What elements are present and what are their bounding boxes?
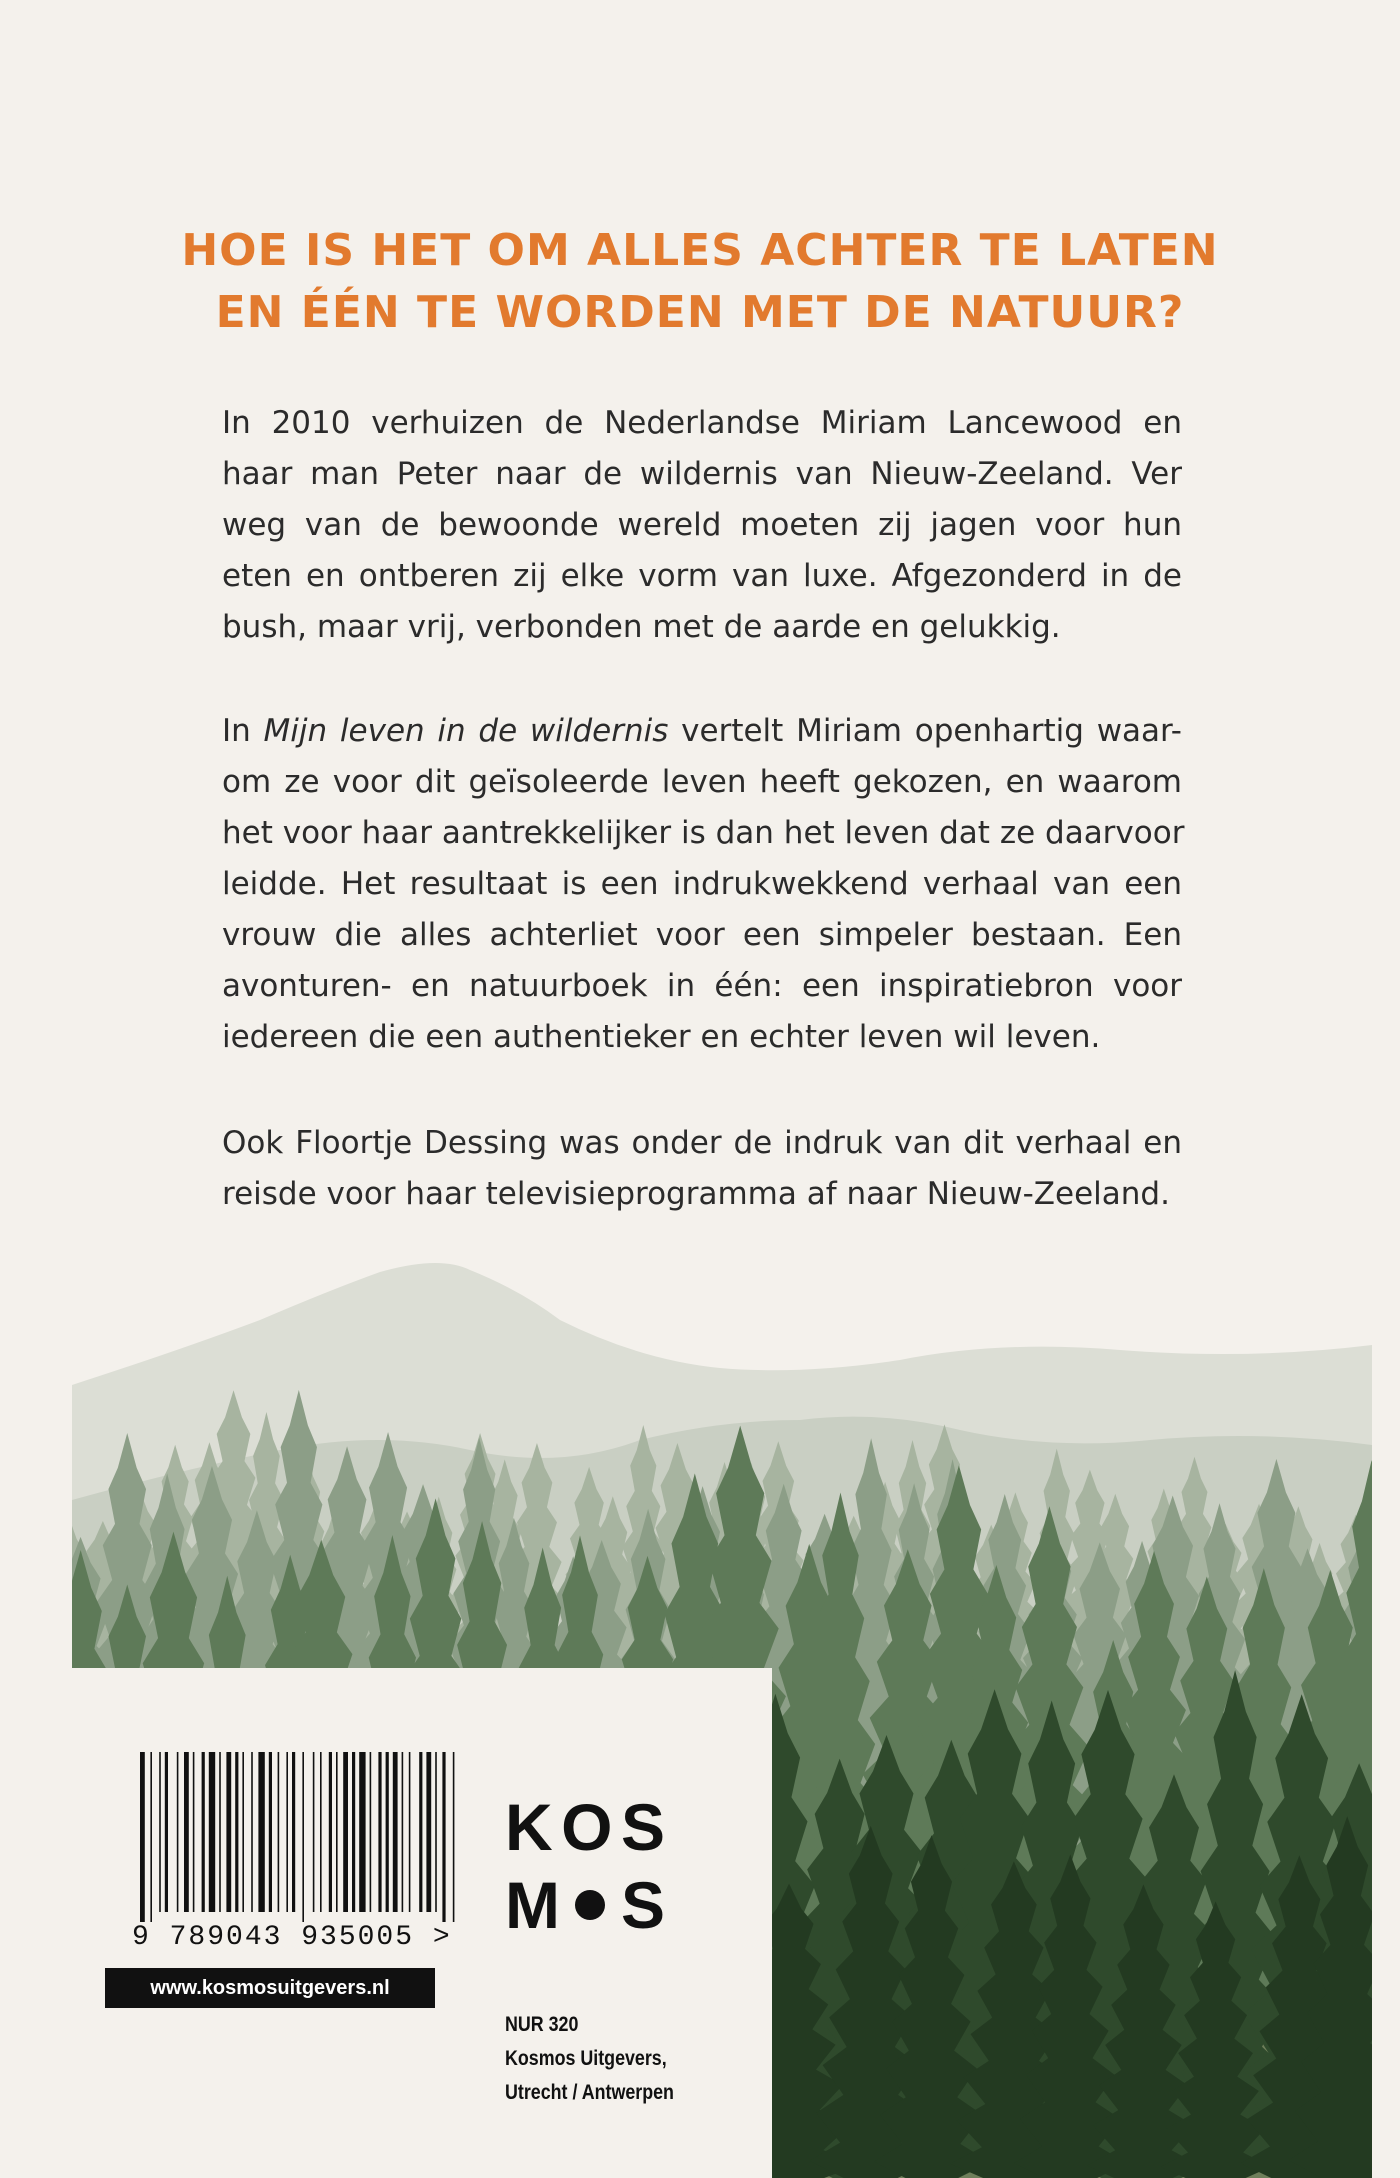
logo-dot-icon	[575, 1890, 605, 1920]
paragraph-line: avonturen- en natuurboek in één: een inspiratiebron voor	[222, 968, 1182, 1004]
logo-letter: M	[505, 1868, 560, 1942]
barcode-bar	[453, 1752, 455, 1922]
barcode-icon	[132, 1752, 497, 1922]
barcode-bar	[442, 1752, 445, 1922]
barcode-bar	[219, 1752, 221, 1912]
barcode-bar	[251, 1752, 253, 1912]
barcode-bar	[435, 1752, 437, 1912]
paragraph-line: In 2010 verhuizen de Nederlandse Miriam Lancewood en	[222, 405, 1182, 441]
barcode-bar	[386, 1752, 389, 1912]
paragraph-text: In	[222, 713, 264, 749]
publisher-name: Kosmos Uitgevers,	[505, 2047, 667, 2070]
paragraph-line: iedereen die een authentieker en echter leven wil leven.	[222, 1019, 1101, 1055]
barcode-bar	[159, 1752, 161, 1912]
logo-letter: K	[505, 1790, 553, 1864]
paragraph-line: het voor haar aantrekkelijker is dan het leven dat ze daarvoor	[222, 815, 1185, 851]
barcode-bar	[370, 1752, 372, 1912]
logo-row-1	[505, 1788, 665, 1866]
barcode-bar	[302, 1752, 304, 1922]
paragraph-line: eten en ontberen zij elke vorm van luxe. Afgezonderd in de	[222, 558, 1182, 594]
barcode-bar	[184, 1752, 189, 1912]
barcode-bar	[393, 1752, 398, 1912]
barcode-bar	[409, 1752, 411, 1912]
nur-code: NUR 320	[505, 2013, 579, 2036]
barcode-bar	[140, 1752, 145, 1922]
barcode-bar	[235, 1752, 238, 1912]
barcode-bar	[359, 1752, 365, 1912]
paragraph-line: reisde voor haar televisieprogramma af naar Nieuw-Zeeland.	[222, 1176, 1170, 1212]
paragraph-line: om ze voor dit geïsoleerde leven heeft gekozen, en waarom	[222, 764, 1182, 800]
barcode-bar	[150, 1752, 152, 1922]
publisher-website[interactable]: www.kosmosuitgevers.nl	[105, 1968, 435, 2008]
paragraph-floortje	[222, 1118, 1182, 1220]
imprint	[505, 2008, 765, 2110]
paragraph-line: vrouw die alles achterliet voor een simpeler bestaan. Een	[222, 917, 1182, 953]
headline-line-2: EN ÉÉN TE WORDEN MET DE NATUUR?	[215, 287, 1185, 338]
barcode-bar	[242, 1752, 244, 1912]
barcode-bar	[378, 1752, 381, 1912]
barcode-bar	[426, 1752, 431, 1912]
barcode-bar	[193, 1752, 195, 1912]
barcode-bar	[269, 1752, 272, 1912]
logo-letter: O	[561, 1790, 613, 1864]
barcode-bar	[313, 1752, 315, 1912]
barcode-bar	[336, 1752, 338, 1912]
paragraph-book-description	[222, 706, 1185, 1063]
barcode-bar	[286, 1752, 288, 1912]
paragraph-text: vertelt Miriam openhartig waar-	[668, 713, 1182, 749]
barcode-bar	[202, 1752, 205, 1912]
barcode-bar	[226, 1752, 231, 1912]
logo-row-2	[505, 1866, 665, 1944]
barcode-bar	[343, 1752, 348, 1912]
publisher-location: Utrecht / Antwerpen	[505, 2081, 674, 2104]
paragraph-line	[222, 706, 1182, 757]
barcode-bar	[292, 1752, 295, 1912]
barcode-bar	[278, 1752, 280, 1912]
paragraph-line: bush, maar vrij, verbonden met de aarde en gelukkig.	[222, 609, 1061, 645]
barcode-bar	[329, 1752, 332, 1912]
logo-letter: S	[620, 1868, 665, 1942]
barcode-bar	[258, 1752, 264, 1912]
kosmos-logo	[505, 1788, 665, 1958]
book-title: Mijn leven in de wildernis	[263, 713, 669, 749]
barcode-bar	[177, 1752, 179, 1912]
paragraph-intro	[222, 398, 1182, 653]
headline	[0, 220, 1400, 344]
barcode-bar	[320, 1752, 322, 1912]
headline-line-1: HOE IS HET OM ALLES ACHTER TE LATEN	[181, 225, 1219, 276]
barcode-bar	[402, 1752, 404, 1912]
paragraph-line: leidde. Het resultaat is een indrukwekkend verhaal van een	[222, 866, 1182, 902]
barcode-bar	[165, 1752, 168, 1912]
paragraph-line: Ook Floortje Dessing was onder de indruk van dit verhaal en	[222, 1125, 1182, 1161]
logo-letter: S	[620, 1790, 665, 1864]
barcode-bar	[209, 1752, 215, 1912]
isbn-number: 9 789043 935005 >	[132, 1922, 452, 1953]
barcode-bar	[352, 1752, 355, 1912]
paragraph-line: weg van de bewoonde wereld moeten zij jagen voor hun	[222, 507, 1182, 543]
barcode-bar	[419, 1752, 422, 1912]
paragraph-line: haar man Peter naar de wildernis van Nieuw-Zeeland. Ver	[222, 456, 1182, 492]
